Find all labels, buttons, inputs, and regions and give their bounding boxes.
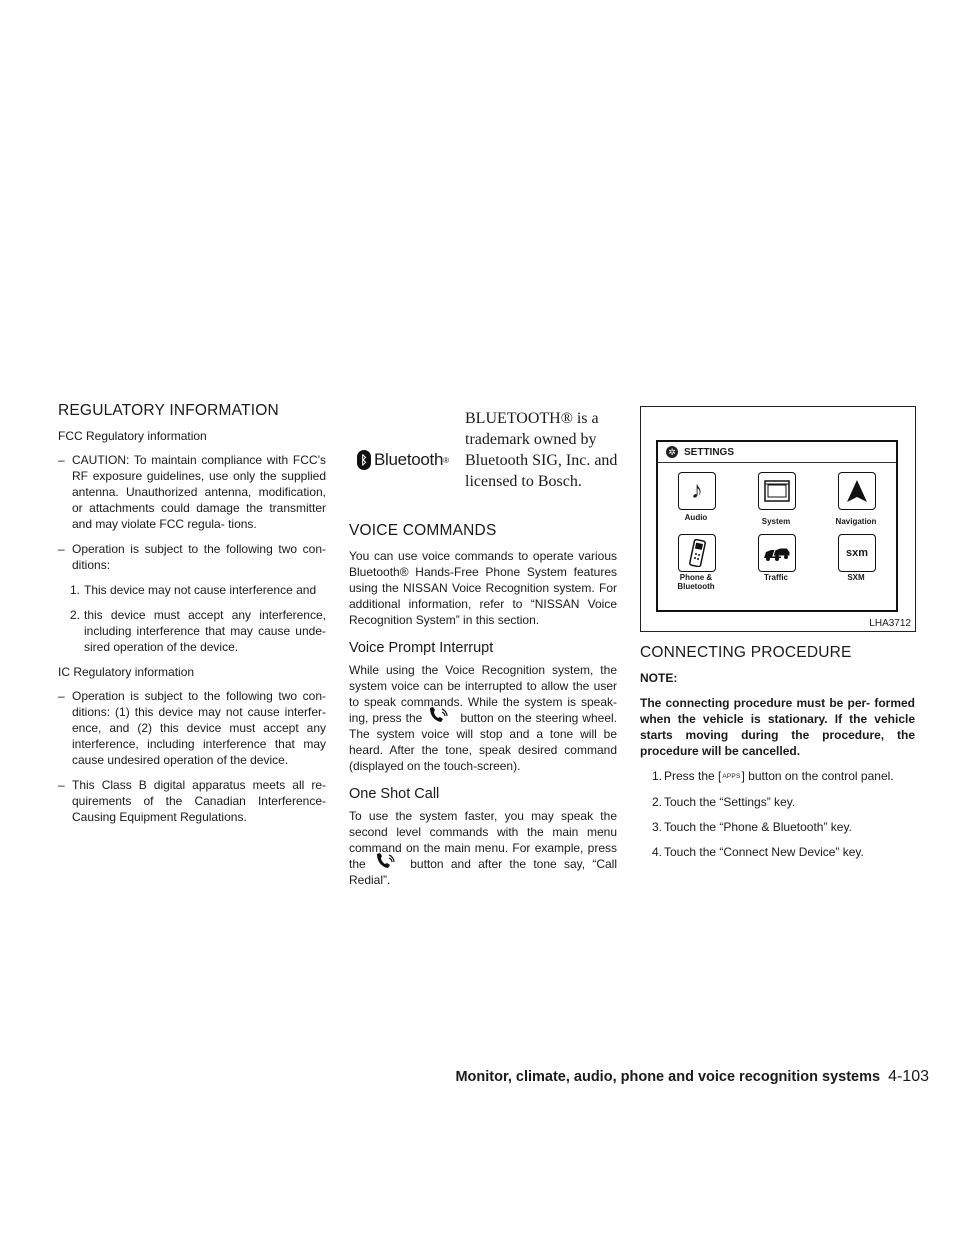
bluetooth-trademark-block [349, 412, 617, 512]
step-3-number: 3. [652, 820, 663, 834]
step-1 [640, 768, 915, 785]
navigation-arrow-icon [846, 479, 868, 503]
settings-header [658, 442, 896, 463]
music-note-icon: ♪ [691, 477, 703, 504]
oneshot-text-b: button and after the tone say, “Call Redial”. [349, 857, 617, 887]
system-label: System [761, 517, 791, 526]
settings-screen [656, 440, 898, 612]
fcc-caution-item [58, 452, 326, 532]
regulatory-column [58, 402, 326, 834]
voice-intro: You can use voice commands to operate various Bluetooth® Hands-Free Phone System features using the NISSAN Voice Recognition system. For additional information, refer to “NISSAN Voice Recognition System” in this section. [349, 549, 617, 627]
figure-id: LHA3712 [869, 618, 911, 629]
bluetooth-logo [357, 450, 449, 470]
ic-operation-text: Operation is subject to the following two con- ditions: (1) this device may not cause interfer- ence, and (2) this device must accept any interference, including interference that may cause undesired operation of the device. [72, 689, 326, 767]
bluetooth-rune-icon: ᛒ [357, 450, 371, 470]
sxm-logo: sxm [845, 547, 869, 559]
fcc-operation-text: Operation is subject to the following two con- ditions: [72, 542, 326, 572]
connecting-column [640, 406, 915, 869]
steering-phone-icon [373, 856, 403, 870]
interrupt-text-b: button on the steering wheel. The system voice will stop and a tone will be heard. After the tone, speak desired command (displayed on the touch-screen). [349, 711, 617, 773]
page-number: 4-103 [888, 1068, 929, 1085]
dash-mark: – [58, 542, 65, 556]
step-2-number: 2. [652, 795, 663, 809]
registered-mark: ® [443, 455, 450, 465]
step-4-text: Touch the “Connect New Device” key. [664, 845, 864, 859]
traffic-tile [758, 534, 796, 572]
steering-phone-icon [426, 710, 456, 724]
navigation-tile [838, 472, 876, 510]
condition-2 [58, 607, 326, 655]
fcc-operation-item [58, 541, 326, 573]
step-2-text: Touch the “Settings” key. [664, 795, 796, 809]
oneshot-text-a: To use the system faster, you may speak the second level commands with the main menu command on the main menu. For example, press the [349, 809, 617, 871]
ic-classb-item [58, 777, 326, 825]
section-title: Monitor, climate, audio, phone and voice recognition systems [455, 1069, 881, 1085]
sxm-tile [838, 534, 876, 572]
regulatory-heading: REGULATORY INFORMATION [58, 402, 279, 419]
voice-column [349, 412, 617, 897]
traffic-cars-icon [762, 543, 792, 563]
step-4-number: 4. [652, 845, 663, 859]
navigation-label: Navigation [835, 517, 877, 526]
mobile-phone-icon [688, 539, 706, 567]
one-shot-call-text [349, 808, 617, 888]
step-1-text-b: ] button on the control panel. [741, 769, 894, 783]
note-text: The connecting procedure must be per- formed when the vehicle is stationary. If the vehicle starts moving during the procedure, the procedure will be cancelled. [640, 696, 915, 758]
bluetooth-trademark-text: BLUETOOTH® is a trademark owned by Bluetooth SIG, Inc. and licensed to Bosch. [465, 410, 618, 490]
step-1-text-a: Press the [ [664, 769, 722, 783]
phone-bluetooth-label: Phone & Bluetooth [677, 573, 715, 591]
condition-1-text: This device may not cause interference and [84, 583, 317, 597]
condition-1-number: 1. [70, 583, 81, 597]
ic-classb-text: This Class B digital apparatus meets all re- quirements of the Canadian Interference- Causing Equipment Regulations. [72, 778, 326, 824]
audio-label: Audio [684, 513, 708, 522]
voice-commands-heading: VOICE COMMANDS [349, 522, 497, 539]
ic-title: IC Regulatory information [58, 665, 195, 679]
settings-screen-figure [640, 406, 916, 632]
bluetooth-wordmark: Bluetooth [374, 450, 444, 469]
condition-1 [58, 582, 326, 598]
sxm-label: SXM [847, 573, 865, 582]
phone-tile [678, 534, 716, 572]
system-screen-icon [764, 480, 790, 502]
apps-button-icon: APPS [722, 773, 741, 780]
dash-mark: – [58, 453, 65, 467]
system-tile [758, 472, 796, 510]
fcc-title: FCC Regulatory information [58, 429, 207, 443]
ic-operation-item [58, 688, 326, 768]
audio-tile [678, 472, 716, 510]
condition-2-number: 2. [70, 608, 81, 622]
step-1-number: 1. [652, 769, 663, 783]
settings-title: SETTINGS [684, 446, 735, 458]
voice-prompt-interrupt-heading: Voice Prompt Interrupt [349, 640, 494, 656]
step-2 [640, 794, 915, 810]
voice-prompt-interrupt-text [349, 662, 617, 774]
step-3 [640, 819, 915, 835]
page-footer [424, 1068, 929, 1086]
step-4 [640, 844, 915, 860]
step-3-text: Touch the “Phone & Bluetooth” key. [664, 820, 852, 834]
one-shot-call-heading: One Shot Call [349, 786, 440, 802]
traffic-label: Traffic [763, 573, 788, 582]
connecting-procedure-heading: CONNECTING PROCEDURE [640, 644, 852, 661]
dash-mark: – [58, 689, 65, 703]
fcc-caution-text: CAUTION: To maintain compliance with FCC’s RF exposure guidelines, use only the supplied antenna. Unauthorized antenna, modification, or attachments could damage the transmitter and may violate FCC regula- tions. [72, 453, 326, 531]
interrupt-text-a: While using the Voice Recognition system, the system voice can be interrupted to allow the user to speak commands. While the system is speak- ing, press the [349, 663, 617, 725]
gear-icon: ✲ [666, 446, 678, 458]
condition-2-text: this device must accept any interference, including interference that may cause unde- sired operation of the device. [84, 608, 326, 654]
note-label: NOTE: [640, 671, 678, 685]
dash-mark: – [58, 778, 65, 792]
